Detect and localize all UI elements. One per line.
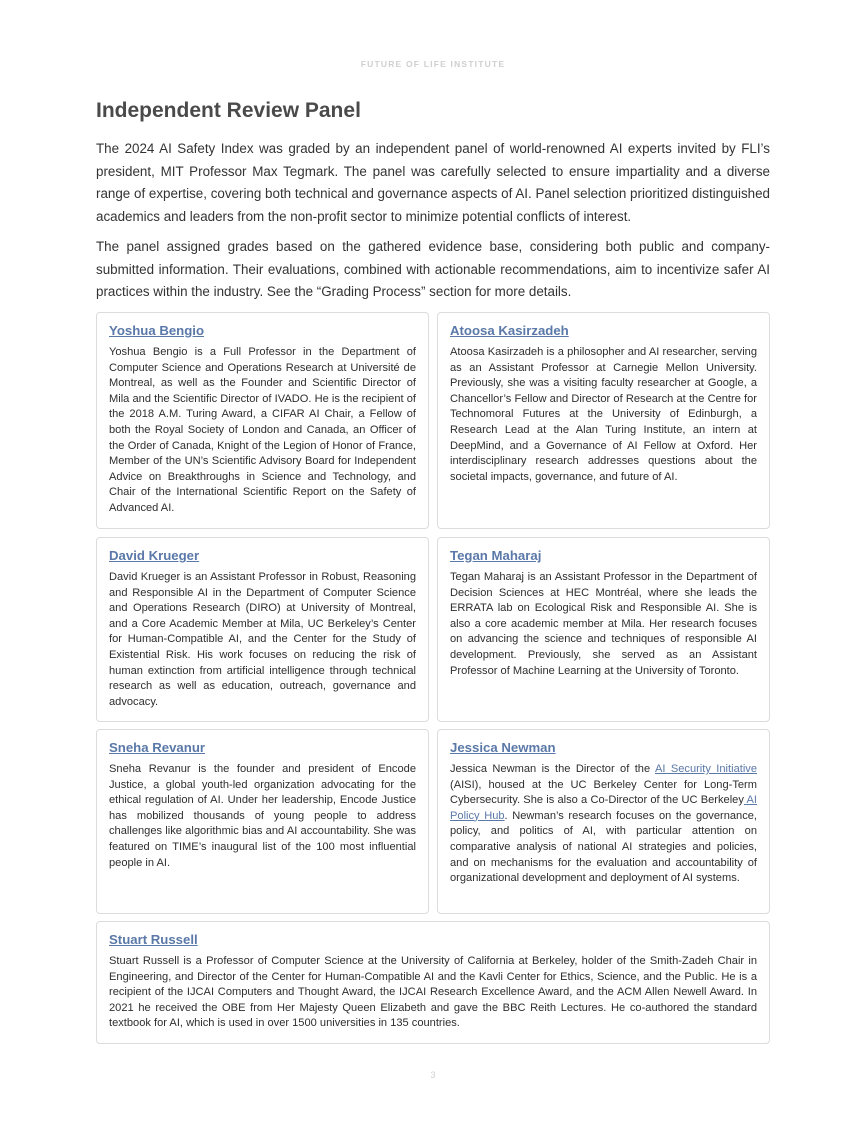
panelist-name-link[interactable]: Jessica Newman: [450, 740, 556, 755]
panelist-card-revanur: [96, 729, 429, 914]
panelist-bio: Sneha Revanur is the founder and president of Encode Justice, a global youth-led organization advocating for the ethical regulation of AI. Under her leadership, Encode Justice has mobilized thousands of young people to address challenges like algorithmic bias and AI accountability. She was featured on TIME’s inaugural list of the 100 most influential people in AI.: [109, 763, 416, 869]
panelist-name-link[interactable]: Sneha Revanur: [109, 740, 206, 755]
bio-text: . Newman’s research focuses on the governance, policy, and politics of AI, with particular attention on comparative analysis of national AI strategies and policies, and on mechanisms for the evaluation and accountability of organizational development and deployment of AI systems.: [450, 809, 758, 885]
panelist-bio: Atoosa Kasirzadeh is a philosopher and AI researcher, serving as an Assistant Professor at Carnegie Mellon University. Previously, she was a visiting faculty researcher at Google, a Chancellor’s Fellow and Director of Research at the Centre for Technomoral Futures at the University of Edinburgh, a Research Lead at the Alan Turing Institute, an intern at DeepMind, and a Governance of AI Fellow at Oxford. Her interdisciplinary research addresses questions about the societal impacts, governance, and future of AI.: [450, 346, 757, 483]
panelist-bio: Yoshua Bengio is a Full Professor in the Department of Computer Science and Operations Research at Université de Montreal, as well as the Founder and Scientific Director of Mila and the Scientific Director of IVADO. He is the recipient of the 2018 A.M. Turing Award, a CIFAR AI Chair, a Fellow of both the Royal Society of London and Canada, an Officer of the Order of Canada, Knight of the Legion of Honor of France, Member of the UN’s Scientific Advisory Board for Independent Advice on Breakthroughs in Science and Technology, and Chair of the International Scientific Report on the Safety of Advanced AI.: [109, 346, 416, 514]
panelist-card-newman: [437, 729, 770, 914]
panelist-bio: [450, 762, 757, 887]
panelist-card-kasirzadeh: [437, 312, 770, 529]
panelist-name-link[interactable]: Yoshua Bengio: [109, 323, 205, 338]
ai-security-initiative-link[interactable]: AI Security Initiative: [654, 763, 758, 775]
panelist-bio: Tegan Maharaj is an Assistant Professor in the Department of Decision Sciences at HEC Montréal, where she leads the ERRATA lab on Ecological Risk and Responsible AI. She is also a core academic member at Mila. Her research focuses on advancing the science and techniques of responsible AI development. Previously, she served as an Assistant Professor of Machine Learning at the University of Toronto.: [450, 571, 757, 677]
panelist-card-krueger: [96, 537, 429, 722]
page-title: Independent Review Panel: [96, 99, 361, 122]
panelist-card-maharaj: [437, 537, 770, 722]
panelist-name-link[interactable]: Tegan Maharaj: [450, 548, 542, 563]
bio-text: (AISI), housed at the UC Berkeley Center for Long-Term Cybersecurity. She is also a Co-Director of the UC Berkeley: [450, 778, 757, 807]
running-header: FUTURE OF LIFE INSTITUTE: [360, 59, 506, 69]
panelist-name-link[interactable]: David Krueger: [109, 548, 200, 563]
panelist-bio: Stuart Russell is a Professor of Computer Science at the University of California at Berkeley, holder of the Smith-Zadeh Chair in Engineering, and Director of the Center for Human-Compatible AI and the Kavli Center for Ethics, Science, and the Public. He is a recipient of the IJCAI Computers and Thought Award, the IJCAI Research Excellence Award, and the ACM Allen Newell Award. In 2021 he received the OBE from Her Majesty Queen Elizabeth and gave the BBC Reith Lectures. He co-authored the standard textbook for AI, which is used in over 1500 universities in 135 countries.: [109, 955, 757, 1030]
ai-policy-hub-link[interactable]: AI Policy Hub: [450, 794, 757, 822]
intro-paragraph: The panel assigned grades based on the gathered evidence base, considering both public and company-submitted information. Their evaluations, combined with actionable recommendations, aim to incentivize safer AI practices within the industry. See the “Grading Process” section for more details.: [96, 239, 770, 300]
page-number: 3: [430, 1070, 436, 1080]
bio-text: Jessica Newman is the Director of the: [450, 763, 655, 775]
panelist-name-link[interactable]: Stuart Russell: [109, 932, 198, 947]
panelist-bio: David Krueger is an Assistant Professor in Robust, Reasoning and Responsible AI in the Department of Computer Science and Operations Research (DIRO) at University of Montreal, and a Core Academic Member at Mila, UC Berkeley’s Center for Human-Compatible AI, and the Center for the Study of Existential Risk. His work focuses on reducing the risk of human extinction from artificial intelligence through technical research as well as education, outreach, governance and advocacy.: [109, 571, 416, 708]
intro-paragraph: The 2024 AI Safety Index was graded by an independent panel of world-renowned AI experts invited by FLI’s president, MIT Professor Max Tegmark. The panel was carefully selected to ensure impartiality and a diverse range of expertise, covering both technical and governance aspects of AI. Panel selection prioritized distinguished academics and leaders from the non-profit sector to minimize potential conflicts of interest.: [96, 141, 770, 225]
panelist-card-bengio: [96, 312, 429, 529]
panelist-card-russell: [96, 921, 770, 1044]
panelist-name-link[interactable]: Atoosa Kasirzadeh: [450, 323, 569, 338]
